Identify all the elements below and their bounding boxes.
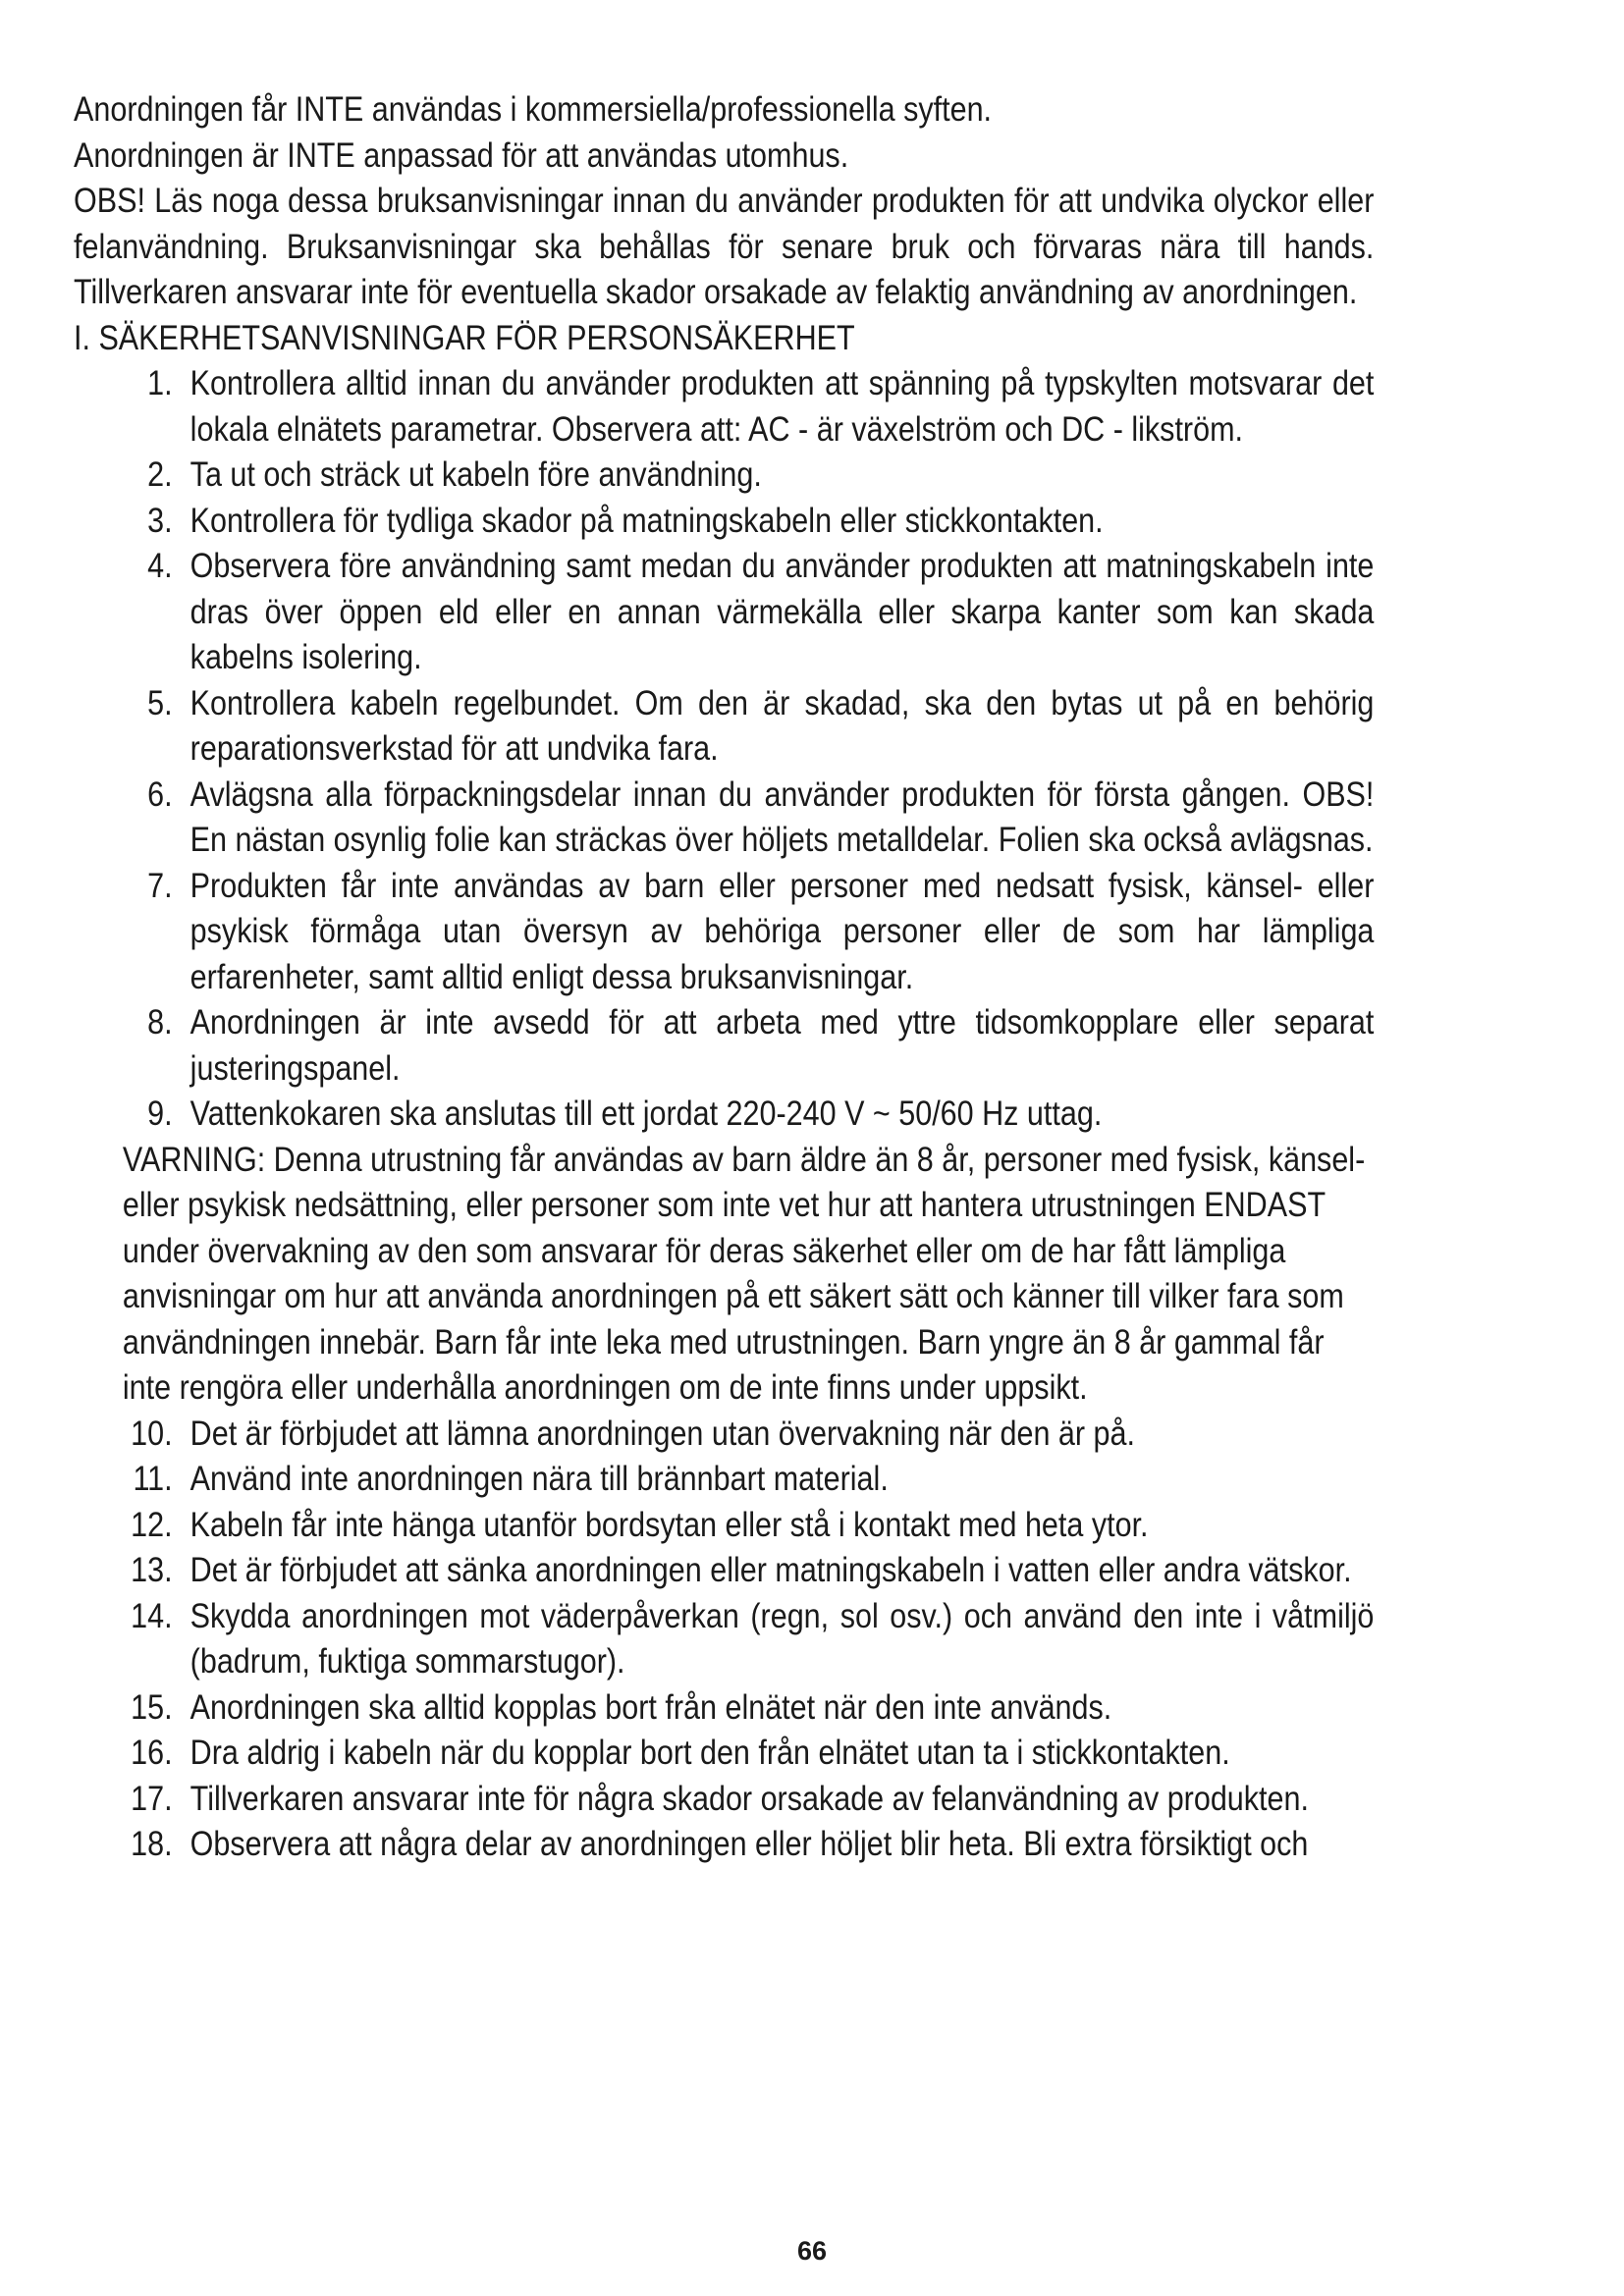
- item-number: 6.: [147, 774, 173, 814]
- page-number: 66: [796, 2236, 828, 2266]
- list-item: [74, 1091, 1374, 1137]
- item-number: 17.: [131, 1778, 173, 1818]
- item-number: 14.: [131, 1595, 173, 1635]
- item-text: Produkten får inte användas av barn eller personer med nedsatt fysisk, känsel- eller psykisk förmåga utan översyn av behöriga personer eller de som har lämpliga erfarenheter, samt alltid enligt dessa bruksanvisningar.: [189, 865, 1375, 996]
- intro-paragraph: OBS! Läs noga dessa bruksanvisningar innan du använder produkten för att undvika olyckor eller felanvändning. Bruksanvisningar ska behållas för senare bruk och förvaras nära till hands. Tillverkaren ansvarar inte för eventuella skador orsakade av felaktig användning av anordningen.: [74, 181, 1375, 311]
- list-item: [74, 498, 1374, 544]
- safety-list-part-1: [74, 360, 1374, 1137]
- list-item: [74, 452, 1374, 498]
- item-text: Använd inte anordningen nära till brännbart material.: [189, 1459, 889, 1498]
- item-text: Vattenkokaren ska anslutas till ett jordat 220-240 V ~ 50/60 Hz uttag.: [189, 1094, 1103, 1133]
- item-number: 3.: [147, 500, 173, 540]
- list-item: [74, 1776, 1374, 1822]
- list-item: [74, 1730, 1374, 1776]
- list-item: [74, 1502, 1374, 1548]
- item-number: 5.: [147, 682, 173, 722]
- intro-line-2: Anordningen är INTE anpassad för att användas utomhus.: [74, 134, 849, 175]
- list-item: [74, 1456, 1374, 1502]
- intro-line-1: Anordningen får INTE användas i kommersiella/professionella syften.: [74, 89, 993, 129]
- item-text: Skydda anordningen mot väderpåverkan (regn, sol osv.) och använd den inte i våtmiljö (badrum, fuktiga sommarstugor).: [189, 1595, 1375, 1681]
- item-text: Ta ut och sträck ut kabeln före användning.: [189, 454, 762, 494]
- list-item: [74, 1684, 1374, 1731]
- item-text: Det är förbjudet att lämna anordningen utan övervakning när den är på.: [189, 1413, 1136, 1453]
- item-text: Observera före användning samt medan du använder produkten att matningskabeln inte dras över öppen eld eller en annan värmekälla eller skarpa kanter som kan skada kabelns isolering.: [189, 546, 1375, 676]
- item-text: Dra aldrig i kabeln när du kopplar bort den från elnätet utan ta i stickkontakten.: [189, 1733, 1230, 1772]
- item-number: 11.: [133, 1459, 173, 1498]
- item-text: Tillverkaren ansvarar inte för några skador orsakade av felanvändning av produkten.: [189, 1778, 1309, 1818]
- warning-paragraph: VARNING: Denna utrustning får användas av barn äldre än 8 år, personer med fysisk, känsel- eller psykisk nedsättning, eller personer som inte vet hur att hantera utrustningen ENDAST under övervakning av den som ansvarar för deras säkerhet eller om de har fått lämpliga anvisningar om hur att använda anordningen på ett säkert sätt och känner till vilker fara som användningen innebär. Barn får inte leka med utrustningen. Barn yngre än 8 år gammal får inte rengöra eller underhålla anordningen om de inte finns under uppsikt.: [122, 1139, 1366, 1407]
- item-text: Anordningen ska alltid kopplas bort från elnätet när den inte används.: [189, 1686, 1112, 1727]
- item-text: Det är förbjudet att sänka anordningen eller matningskabeln i vatten eller andra vätskor.: [189, 1550, 1352, 1589]
- list-item: [74, 543, 1374, 680]
- item-number: 8.: [147, 1002, 173, 1041]
- item-text: Kontrollera för tydliga skador på matningskabeln eller stickkontakten.: [189, 500, 1104, 540]
- section-heading: I. SÄKERHETSANVISNINGAR FÖR PERSONSÄKERHET: [74, 317, 855, 357]
- list-item: [74, 1547, 1374, 1593]
- list-item: [74, 1411, 1374, 1457]
- item-text: Anordningen är inte avsedd för att arbeta med yttre tidsomkopplare eller separat justeringspanel.: [189, 1002, 1375, 1088]
- list-item: [74, 360, 1374, 452]
- item-number: 16.: [131, 1733, 173, 1772]
- list-item: [74, 1593, 1374, 1684]
- item-number: 7.: [147, 865, 173, 905]
- item-text: Kontrollera kabeln regelbundet. Om den är skadad, ska den bytas ut på en behörig reparationsverkstad för att undvika fara.: [189, 682, 1375, 768]
- list-item: [74, 772, 1374, 863]
- item-text: Observera att några delar av anordningen eller höljet blir heta. Bli extra försiktigt och: [189, 1824, 1309, 1863]
- item-text: Kabeln får inte hänga utanför bordsytan eller stå i kontakt med heta ytor.: [189, 1504, 1149, 1544]
- item-number: 4.: [147, 546, 173, 585]
- item-text: Kontrollera alltid innan du använder produkten att spänning på typskylten motsvarar det lokala elnätets parametrar. Observera att: AC - är växelström och DC - likström.: [189, 363, 1375, 449]
- item-number: 15.: [131, 1686, 173, 1727]
- item-number: 10.: [131, 1413, 173, 1453]
- item-text: Avlägsna alla förpackningsdelar innan du använder produkten för första gången. OBS! En nästan osynlig folie kan sträckas över höljets metalldelar. Folien ska också avlägsnas.: [189, 774, 1375, 859]
- item-number: 2.: [147, 454, 173, 494]
- safety-list-part-2: [74, 1411, 1374, 1867]
- item-number: 9.: [147, 1094, 173, 1133]
- item-number: 12.: [131, 1504, 173, 1544]
- item-number: 13.: [131, 1550, 173, 1589]
- page-content: [74, 86, 1374, 1867]
- list-item: [74, 680, 1374, 772]
- list-item: [74, 1821, 1374, 1867]
- list-item: [74, 863, 1374, 1000]
- item-number: 18.: [131, 1824, 173, 1863]
- item-number: 1.: [147, 363, 173, 402]
- list-item: [74, 999, 1374, 1091]
